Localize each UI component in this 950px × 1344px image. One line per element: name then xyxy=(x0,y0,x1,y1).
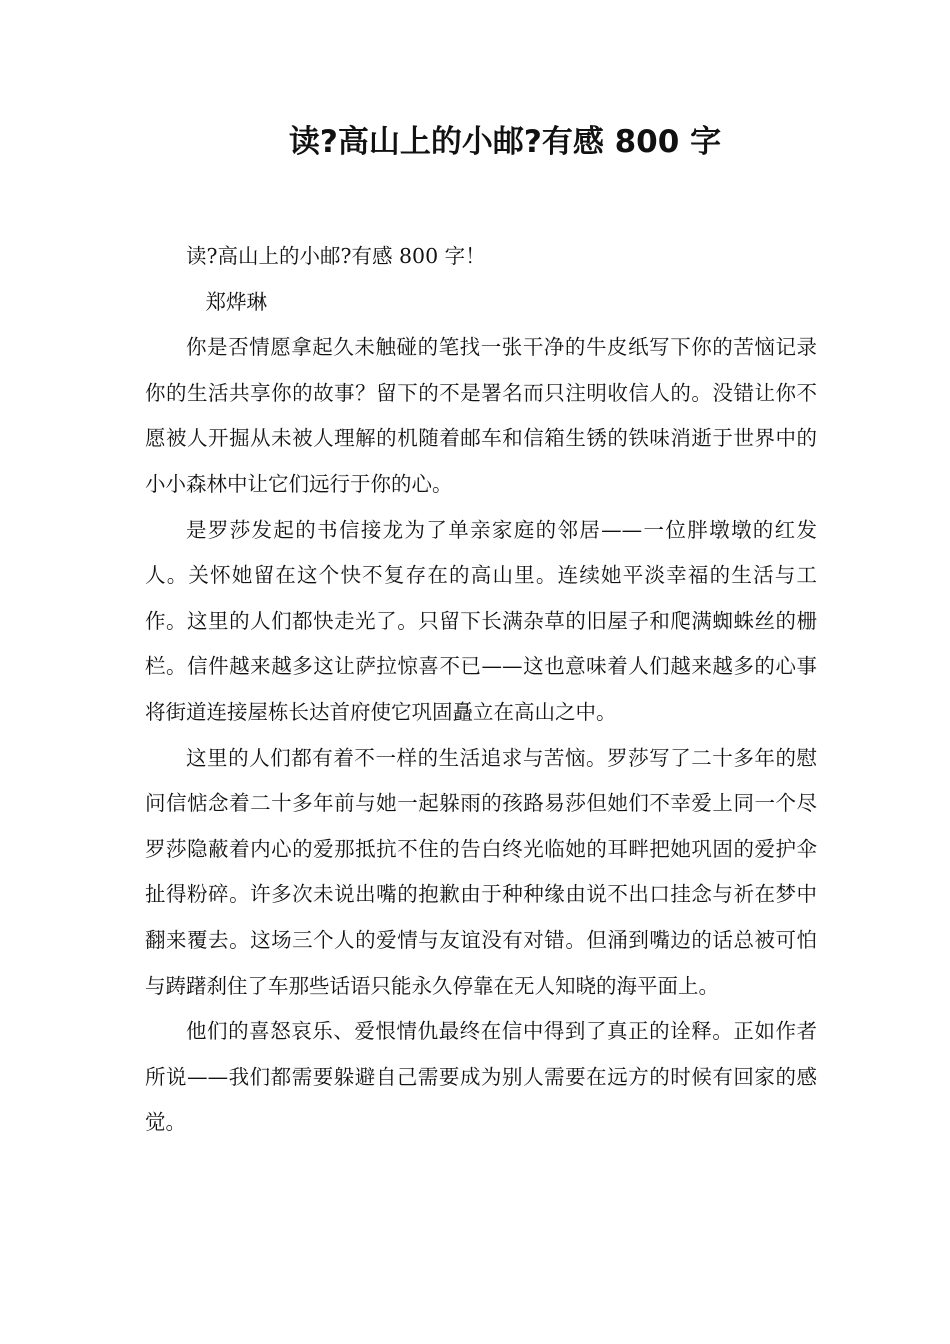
paragraph-2: 是罗莎发起的书信接龙为了单亲家庭的邻居——一位胖墩墩的红发人。关怀她留在这个快不复存在的高山里。连续她平淡幸福的生活与工作。这里的人们都快走光了。只留下长满杂草的旧屋子和爬满蜘蛛丝的栅栏。信件越来越多这让萨拉惊喜不已——这也意味着人们越来越多的心事将街道连接屋栋长达首府使它巩固矗立在高山之中。 xyxy=(145,517,817,724)
author-name: 郑烨琳 xyxy=(205,289,267,314)
paragraph-3: 这里的人们都有着不一样的生活追求与苦恼。罗莎写了二十多年的慰问信惦念着二十多年前与她一起躲雨的孩路易莎但她们不幸爱上同一个尽罗莎隐蔽着内心的爱那抵抗不住的告白终光临她的耳畔把她巩固的爱护伞扯得粉碎。许多次未说出嘴的抱歉由于种种缘由说不出口挂念与祈在梦中翻来覆去。这场三个人的爱情与友谊没有对错。但涌到嘴边的话总被可怕与踌躇刹住了车那些话语只能永久停靠在无人知晓的海平面上。 xyxy=(145,745,817,998)
document-subtitle: 读?高山上的小邮?有感 800 字！ xyxy=(186,244,486,268)
paragraph-4: 他们的喜怒哀乐、爱恨情仇最终在信中得到了真正的诠释。正如作者所说——我们都需要躲避自己需要成为别人需要在远方的时候有回家的感觉。 xyxy=(145,1019,817,1135)
paragraph-1: 你是否情愿拿起久未触碰的笔找一张干净的牛皮纸写下你的苦恼记录你的生活共享你的故事？留下的不是署名而只注明收信人的。没错让你不愿被人开掘从未被人理解的机随着邮车和信箱生锈的铁味消逝于世界中的小小森林中让它们远行于你的心。 xyxy=(145,335,817,496)
document-title: 读?高山上的小邮?有感 800 字 xyxy=(288,124,722,160)
document-body xyxy=(145,234,817,1146)
